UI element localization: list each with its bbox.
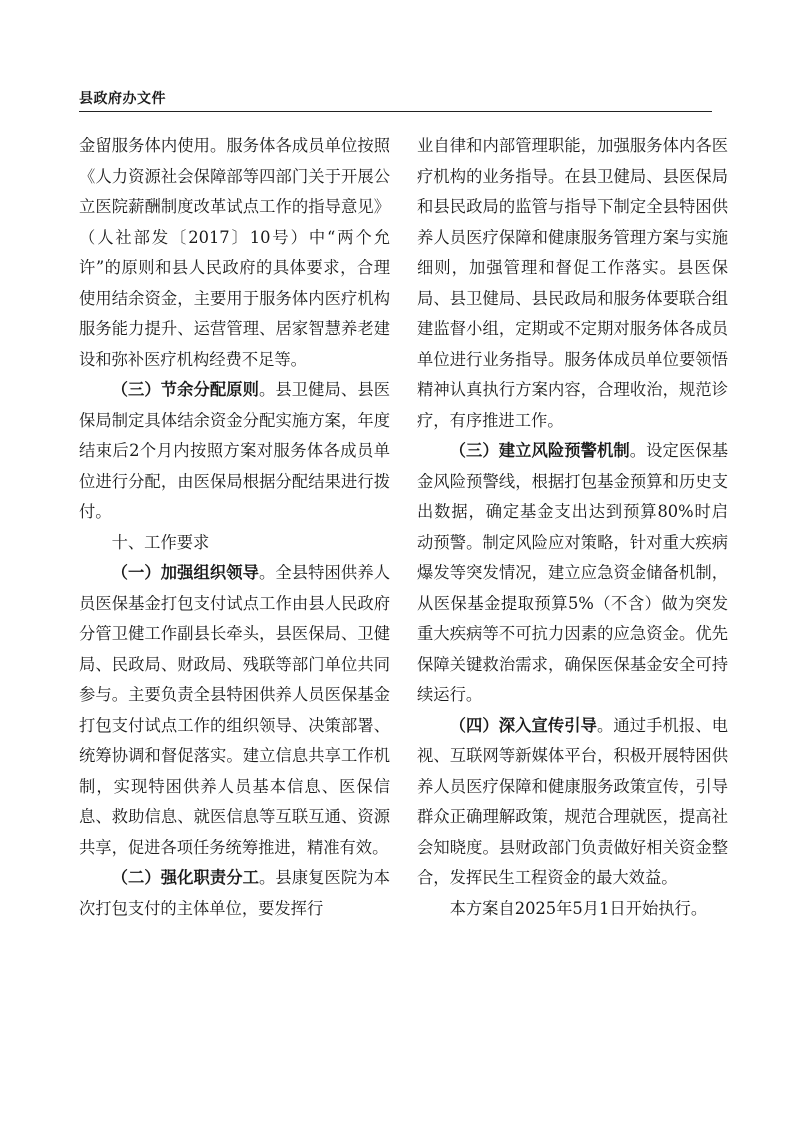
paragraph-effective-date: 本方案自2025年5月1日开始执行。 [449,898,708,918]
subheading: （三）建立风险预警机制 [449,441,630,460]
paragraph-continued: 业自律和内部管理职能，加强服务体内各医疗机构的业务指导。在县卫健局、县医保局和县民政局的监管与指导下制定全县特困供养人员医疗保障和健康服务管理方案与实施细则，加强管理和督促工作落实。县医保局、县卫健局、县民政局和服务体要联合组建监督小组，定期或不定期对服务体各成员单位进行业务指导。服务体成员单位要领悟精神认真执行方案内容，合理收治，规范诊疗，有序推进工作。 [417,136,728,430]
header-title: 县政府办文件 [79,91,166,107]
paragraph-risk-warning: （三）建立风险预警机制。设定医保基金风险预警线，根据打包基金预算和历史支出数据，确定基金支出达到预算80%时启动预警。制定风险应对策略，针对重大疾病爆发等突发情况，建立应急资金储备机制，从医保基金提取预算5%（不含）做为突发重大疾病等不可抗力因素的应急资金。优先保障关键救治需求，确保医保基金安全可持续运行。 [417,441,728,704]
left-column [79,131,390,924]
paragraph-responsibilities: （二）强化职责分工。县康复医院为本次打包支付的主体单位，要发挥行 [79,868,390,918]
right-column [417,131,728,924]
subheading: （四）深入宣传引导 [449,715,598,735]
header-divider [79,111,712,112]
subheading: （二）强化职责分工 [111,868,260,887]
paragraph-organizational-leadership: （一）加强组织领导。全县特困供养人员医保基金打包支付试点工作由县人民政府分管卫健工作副县长牵头，县医保局、卫健局、民政局、财政局、残联等部门单位共同参与。主要负责全县特困供养人员医保基金打包支付试点工作的组织领导、决策部署、统筹协调和督促落实。建立信息共享工作机制，实现特困供养人员基本信息、医保信息、救助信息、就医信息等互联互通、资源共享，促进各项任务统筹推进，精准有效。 [79,563,390,857]
page-header [79,90,712,112]
subheading: （三）节余分配原则 [111,380,260,399]
paragraph-continued: 金留服务体内使用。服务体各成员单位按照《人力资源社会保障部等四部门关于开展公立医院薪酬制度改革试点工作的指导意见》（人社部发〔2017〕10号）中“两个允许”的原则和县人民政府的具体要求，合理使用结余资金，主要用于服务体内医疗机构服务能力提升、运营管理、居家智慧养老建设和弥补医疗机构经费不足等。 [79,136,390,369]
paragraph-publicity: （四）深入宣传引导。通过手机报、电视、互联网等新媒体平台，积极开展特困供养人员医疗保障和健康服务政策宣传，引导群众正确理解政策，规范合理就医，提高社会知晓度。县财政部门负责做好相关资金整合，发挥民生工程资金的最大效益。 [417,715,728,887]
paragraph-surplus-distribution: （三）节余分配原则。县卫健局、县医保局制定具体结余资金分配实施方案，年度结束后2个月内按照方案对服务体各成员单位进行分配，由医保局根据分配结果进行拨付。 [79,380,390,521]
subheading: （一）加强组织领导 [111,563,260,582]
section-heading-work-requirements: 十、工作要求 [111,532,210,552]
